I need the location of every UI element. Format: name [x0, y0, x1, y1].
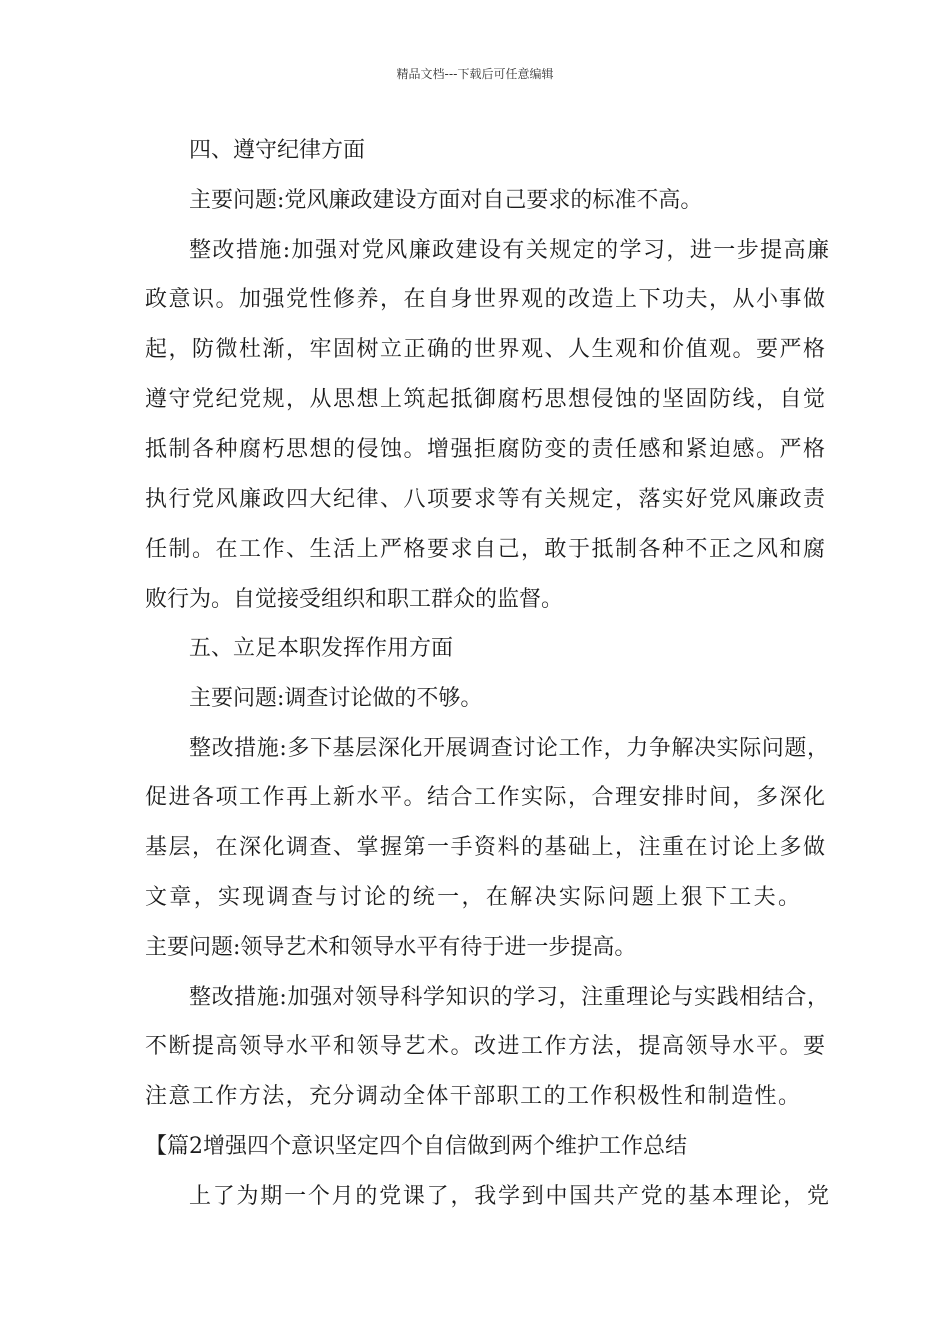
section-heading-discipline: 四、遵守纪律方面	[189, 138, 366, 163]
paragraph-line: 整改措施:加强对党风廉政建设有关规定的学习，进一步提高廉	[189, 238, 829, 263]
paragraph-line: 执行党风廉政四大纪律、八项要求等有关规定，落实好党风廉政责	[145, 487, 825, 512]
paragraph-line: 整改措施:加强对领导科学知识的学习，注重理论与实践相结合，	[189, 985, 829, 1010]
paragraph-line: 基层，在深化调查、掌握第一手资料的基础上，注重在讨论上多做	[145, 835, 825, 860]
paragraph-line: 注意工作方法，充分调动全体干部职工的工作积极性和制造性。	[145, 1084, 800, 1109]
page-header: 精品文档---下载后可任意编辑	[396, 67, 554, 81]
paragraph-line: 整改措施:多下基层深化开展调查讨论工作，力争解决实际问题，	[189, 736, 829, 761]
paragraph-line: 促进各项工作再上新水平。结合工作实际，合理安排时间，多深化	[145, 785, 825, 810]
paragraph-line: 主要问题:党风廉政建设方面对自己要求的标准不高。	[189, 188, 703, 213]
paragraph-line: 上了为期一个月的党课了，我学到中国共产党的基本理论，党	[189, 1184, 829, 1209]
paragraph-line: 任制。在工作、生活上严格要求自己，敢于抵制各种不正之风和腐	[145, 537, 825, 562]
section-heading-role: 五、立足本职发挥作用方面	[189, 636, 454, 661]
paragraph-line: 抵制各种腐朽思想的侵蚀。增强拒腐防变的责任感和紧迫感。严格	[145, 437, 825, 462]
paragraph-line: 文章，实现调查与讨论的统一，在解决实际问题上狠下工夫。	[145, 885, 800, 910]
paragraph-line: 主要问题:调查讨论做的不够。	[189, 686, 483, 711]
paragraph-line: 遵守党纪党规，从思想上筑起抵御腐朽思想侵蚀的坚固防线，自觉	[145, 387, 825, 412]
paragraph-line: 败行为。自觉接受组织和职工群众的监督。	[145, 587, 564, 612]
paragraph-line: 不断提高领导水平和领导艺术。改进工作方法，提高领导水平。要	[145, 1034, 825, 1059]
paragraph-line: 主要问题:领导艺术和领导水平有待于进一步提高。	[145, 935, 637, 960]
article-title: 【篇2增强四个意识坚定四个自信做到两个维护工作总结	[145, 1134, 687, 1159]
paragraph-line: 起，防微杜渐，牢固树立正确的世界观、人生观和价值观。要严格	[145, 337, 825, 362]
paragraph-line: 政意识。加强党性修养，在自身世界观的改造上下功夫，从小事做	[145, 287, 825, 312]
